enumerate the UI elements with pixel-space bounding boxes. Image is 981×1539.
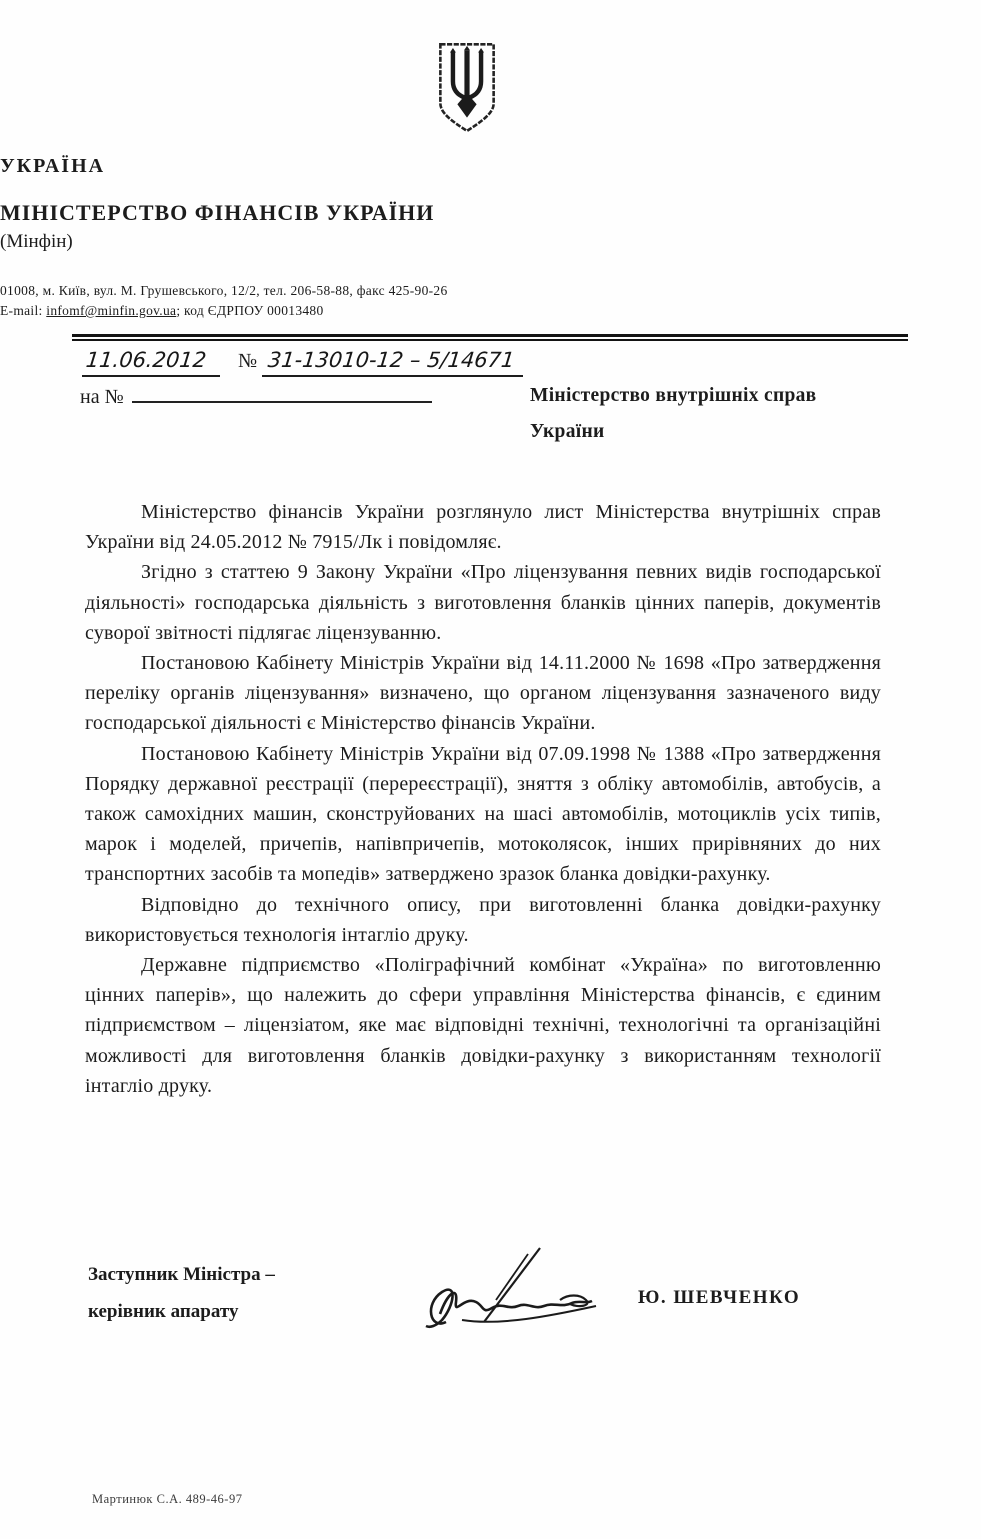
paragraph-4: Постановою Кабінету Міністрів України від 07.09.1998 № 1388 «Про затвердження Порядку державної реєстрації (перереєстрації), зняття з обліку автомобілів, автобусів, а також самохідних машин, сконструйованих на шасі автомобілів, мотоциклів усіх типів, марок і моделей, причепів, напівпричепів, мотоколясок, інших прирівняних до них транспортних засобів та мопедів» затверджено зразок бланка довідки-рахунку. xyxy=(85,742,881,886)
country-title: УКРАЇНА xyxy=(0,155,106,177)
ministry-short-name: (Мінфін) xyxy=(0,231,73,252)
contact-line xyxy=(0,303,940,319)
email-prefix: E-mail: xyxy=(0,303,47,318)
handwritten-number: 31-13010-12 – 5/14671 xyxy=(266,348,516,372)
reply-number-blank xyxy=(132,401,432,403)
addressee-line-2: України xyxy=(530,421,605,442)
edrpou-code: ; код ЄДРПОУ 00013480 xyxy=(176,303,324,318)
executor-note: Мартинюк С.А. 489-46-97 xyxy=(92,1492,243,1506)
number-sign: № xyxy=(238,350,258,372)
letterhead-divider xyxy=(72,334,908,341)
ministry-title: МІНІСТЕРСТВО ФІНАНСІВ УКРАЇНИ xyxy=(0,200,435,225)
addressee-block xyxy=(530,378,870,450)
outgoing-number xyxy=(238,348,523,373)
signature-scribble-icon xyxy=(400,1242,630,1337)
reply-to-number-line xyxy=(80,386,432,409)
paragraph-2: Згідно з статтею 9 Закону України «Про ліцензування певних видів господарської діяльності» господарська діяльність з виготовлення бланків цінних паперів, документів суворої звітності підлягає ліцензуванню. xyxy=(85,561,881,644)
signer-title-line-1: Заступник Міністра – xyxy=(88,1264,275,1285)
paragraph-5: Відповідно до технічного опису, при виготовленні бланка довідки-рахунку використовується технологія інтагліо друку. xyxy=(85,893,881,946)
signer-title xyxy=(88,1256,388,1330)
coat-of-arms-ukraine-icon xyxy=(430,28,504,148)
outgoing-date xyxy=(82,348,220,377)
reply-to-label: на № xyxy=(80,386,124,408)
paragraph-1: Міністерство фінансів України розглянуло лист Міністерства внутрішніх справ України від 24.05.2012 № 7915/Лк і повідомляє. xyxy=(85,501,881,554)
paragraph-3: Постановою Кабінету Міністрів України від 14.11.2000 № 1698 «Про затвердження переліку органів ліцензування» визначено, що органом ліцензування зазначеного виду господарської діяльності є Міністерство фінансів України. xyxy=(85,652,881,735)
address-line: 01008, м. Київ, вул. М. Грушевського, 12/2, тел. 206-58-88, факс 425-90-26 xyxy=(0,283,448,298)
paragraph-6: Державне підприємство «Поліграфічний комбінат «Україна» по виготовленню цінних паперів», що належить до сфери управління Міністерства фінансів, є єдиним підприємством – ліцензіатом, яке має відповідні технічні, технологічні та організаційні можливості для виготовлення бланків довідки-рахунку з використанням технології інтагліо друку. xyxy=(85,954,881,1097)
email-address: infomf@minfin.gov.ua xyxy=(46,303,177,318)
handwritten-date: 11.06.2012 xyxy=(84,348,208,372)
signer-name: Ю. ШЕВЧЕНКО xyxy=(638,1287,801,1308)
signer-title-line-2: керівник апарату xyxy=(88,1301,239,1322)
addressee-line-1: Міністерство внутрішніх справ xyxy=(530,385,817,406)
letter-body xyxy=(85,497,881,1101)
